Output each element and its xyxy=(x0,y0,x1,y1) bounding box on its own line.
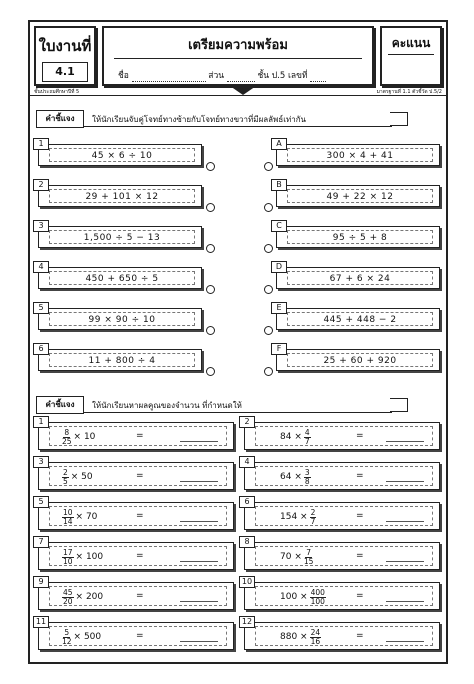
page-title: เตรียมความพร้อม xyxy=(188,38,288,53)
fraction xyxy=(62,429,72,446)
fraction xyxy=(62,549,74,566)
fraction-problem xyxy=(241,617,440,650)
problem-frame xyxy=(255,546,433,566)
fraction xyxy=(310,629,322,646)
answer-line[interactable] xyxy=(386,641,424,642)
problem-expression xyxy=(60,467,93,487)
numerator: 2 xyxy=(63,467,68,477)
item-label: 1 xyxy=(33,416,49,428)
title-divider xyxy=(114,58,362,59)
problem-expression xyxy=(60,627,101,647)
section1-instruction-text: ให้นักเรียนจับคู่โจทย์ทางซ้ายกับโจทย์ทางขวาที่มีผลลัพธ์เท่ากัน xyxy=(92,115,307,124)
fraction xyxy=(62,629,72,646)
score-divider xyxy=(388,54,434,55)
fraction xyxy=(310,509,317,526)
connect-dot[interactable] xyxy=(264,203,273,212)
connect-dot[interactable] xyxy=(264,162,273,171)
answer-line[interactable] xyxy=(180,521,218,522)
item-expression: 67 + 6 × 24 xyxy=(287,271,433,285)
numerator: 3 xyxy=(304,467,310,477)
student-fields xyxy=(118,68,326,82)
denominator: 7 xyxy=(304,436,310,446)
denominator: 5 xyxy=(63,476,68,486)
denominator: 14 xyxy=(63,516,73,526)
worksheet-id-box xyxy=(34,26,96,86)
problem-expression xyxy=(280,547,315,567)
problem-frame xyxy=(255,626,433,646)
item-label: 11 xyxy=(33,616,49,628)
problem-frame xyxy=(255,586,433,606)
match-right-item[interactable] xyxy=(276,180,440,207)
problem-frame xyxy=(49,586,227,606)
answer-line[interactable] xyxy=(180,441,218,442)
score-box xyxy=(380,26,442,86)
standard-label: มาตรฐานที่ 1.1 ตัวชี้วัด ป.5/2 xyxy=(376,89,442,95)
item-label: 6 xyxy=(33,343,49,355)
instruction-rule xyxy=(84,126,392,127)
item-expression: 49 + 22 × 12 xyxy=(287,189,433,203)
item-label: 3 xyxy=(33,456,49,468)
item-label: 4 xyxy=(33,261,49,273)
equals-sign: = xyxy=(356,551,364,561)
fraction xyxy=(304,549,314,566)
connect-dot[interactable] xyxy=(264,326,273,335)
worksheet xyxy=(28,20,448,664)
title-box xyxy=(102,26,374,86)
item-label: 8 xyxy=(239,536,255,548)
worksheet-number: 4.1 xyxy=(42,62,88,82)
instruction-rule xyxy=(84,412,392,413)
problem-expression xyxy=(60,547,103,567)
item-expression: 450 + 650 ÷ 5 xyxy=(49,271,195,285)
equals-sign: = xyxy=(356,431,364,441)
fraction-problem xyxy=(38,457,234,490)
numerator: 24 xyxy=(310,627,321,637)
whole-number: 84 × xyxy=(280,432,302,442)
problem-frame xyxy=(49,626,227,646)
fraction-problem xyxy=(38,497,234,530)
problem-expression xyxy=(60,507,97,527)
equals-sign: = xyxy=(356,471,364,481)
score-label: คะแนน xyxy=(391,36,431,50)
denominator: 100 xyxy=(310,596,325,606)
pencil-icon xyxy=(390,398,408,412)
item-label: A xyxy=(271,138,287,150)
whole-number: 880 × xyxy=(280,632,308,642)
connect-dot[interactable] xyxy=(264,367,273,376)
fraction-problem xyxy=(38,417,234,450)
item-label: 5 xyxy=(33,496,49,508)
problem-expression xyxy=(280,507,318,527)
item-label: E xyxy=(271,302,287,314)
connect-dot[interactable] xyxy=(264,285,273,294)
problem-frame xyxy=(49,426,227,446)
answer-line[interactable] xyxy=(386,521,424,522)
answer-line[interactable] xyxy=(386,601,424,602)
item-expression: 29 + 101 × 12 xyxy=(49,189,195,203)
answer-line[interactable] xyxy=(386,481,424,482)
fraction-problem xyxy=(241,577,440,610)
item-expression: 300 × 4 + 41 xyxy=(287,148,433,162)
item-label: 2 xyxy=(33,179,49,191)
match-right-item[interactable] xyxy=(276,221,440,248)
problem-frame xyxy=(255,506,433,526)
denominator: 20 xyxy=(63,596,73,606)
equals-sign: = xyxy=(136,591,144,601)
worksheet-header xyxy=(30,22,446,95)
numerator: 7 xyxy=(306,547,312,557)
fraction-problem xyxy=(244,417,440,450)
problem-frame xyxy=(49,466,227,486)
section2-instruction-text: ให้นักเรียนหาผลคูณของจำนวน ที่กำหนดให้ xyxy=(92,401,242,410)
item-label: 1 xyxy=(33,138,49,150)
item-label: 7 xyxy=(33,536,49,548)
problem-expression xyxy=(60,587,103,607)
item-label: 5 xyxy=(33,302,49,314)
answer-line[interactable] xyxy=(180,601,218,602)
fraction xyxy=(62,469,69,486)
problem-expression xyxy=(280,587,328,607)
whole-number: 154 × xyxy=(280,512,308,522)
fraction-problem xyxy=(244,457,440,490)
fraction-problem xyxy=(244,537,440,570)
fraction xyxy=(310,589,326,606)
equals-sign: = xyxy=(136,631,144,641)
connect-dot[interactable] xyxy=(206,326,215,335)
operation: × 70 xyxy=(75,512,98,522)
section2-tag: คำชี้แจง xyxy=(36,396,84,414)
whole-number: 70 × xyxy=(280,552,302,562)
operation: × 500 xyxy=(73,632,102,642)
numerator: 17 xyxy=(63,547,73,557)
problem-expression xyxy=(280,627,323,647)
problem-frame xyxy=(255,466,433,486)
number-field[interactable] xyxy=(310,72,326,82)
whole-number: 100 × xyxy=(280,592,308,602)
item-label: B xyxy=(271,179,287,191)
operation: × 100 xyxy=(75,552,104,562)
connect-dot[interactable] xyxy=(206,285,215,294)
section1-tag: คำชี้แจง xyxy=(36,110,84,128)
equals-sign: = xyxy=(136,551,144,561)
match-left-item[interactable] xyxy=(38,139,202,166)
item-label: 12 xyxy=(239,616,255,628)
connect-dot[interactable] xyxy=(206,244,215,253)
match-right-item[interactable] xyxy=(276,139,440,166)
fraction xyxy=(62,509,74,526)
denominator: 15 xyxy=(303,556,314,566)
whole-number: 64 × xyxy=(280,472,302,482)
connect-dot[interactable] xyxy=(206,203,215,212)
numerator: 2 xyxy=(310,507,316,517)
denominator: 7 xyxy=(310,516,316,526)
fraction xyxy=(304,429,311,446)
equals-sign: = xyxy=(136,511,144,521)
answer-line[interactable] xyxy=(386,561,424,562)
problem-expression xyxy=(280,467,313,487)
denominator: 10 xyxy=(63,556,73,566)
item-expression: 95 ÷ 5 + 8 xyxy=(287,230,433,244)
answer-line[interactable] xyxy=(180,641,218,642)
connect-dot[interactable] xyxy=(206,162,215,171)
class-label: ชั้น ป.5 เลขที่ xyxy=(257,71,308,81)
name-label: ชื่อ xyxy=(118,71,129,81)
match-left-item[interactable] xyxy=(38,303,202,330)
item-expression: 99 × 90 ÷ 10 xyxy=(49,312,195,326)
fraction-problem xyxy=(244,497,440,530)
denominator: 12 xyxy=(62,636,72,646)
connect-dot[interactable] xyxy=(206,367,215,376)
answer-line[interactable] xyxy=(386,441,424,442)
item-expression: 25 + 60 + 920 xyxy=(287,353,433,367)
fraction xyxy=(304,469,311,486)
item-label: D xyxy=(271,261,287,273)
match-left-item[interactable] xyxy=(38,221,202,248)
section-field[interactable] xyxy=(227,72,255,82)
denominator: 16 xyxy=(310,636,321,646)
denominator: 8 xyxy=(304,476,310,486)
fraction-problem xyxy=(38,577,234,610)
equals-sign: = xyxy=(136,431,144,441)
connect-dot[interactable] xyxy=(264,244,273,253)
item-label: C xyxy=(271,220,287,232)
problem-frame xyxy=(49,546,227,566)
item-expression: 1,500 ÷ 5 − 13 xyxy=(49,230,195,244)
pencil-icon xyxy=(390,112,408,126)
problem-frame xyxy=(49,506,227,526)
section1-instruction xyxy=(36,110,416,128)
equals-sign: = xyxy=(356,631,364,641)
down-arrow-icon xyxy=(230,86,256,95)
fraction xyxy=(62,589,74,606)
grade-label: ชั้นประถมศึกษาปีที่ 5 xyxy=(34,89,80,95)
header-divider xyxy=(30,95,446,96)
match-right-item[interactable] xyxy=(275,262,440,289)
match-right-item[interactable] xyxy=(276,344,440,371)
item-label: 3 xyxy=(33,220,49,232)
fraction-problem xyxy=(38,537,234,570)
item-label: F xyxy=(271,343,287,355)
answer-line[interactable] xyxy=(180,481,218,482)
equals-sign: = xyxy=(356,511,364,521)
match-right-item[interactable] xyxy=(276,303,440,330)
item-expression: 445 + 448 − 2 xyxy=(287,312,433,326)
problem-expression xyxy=(60,427,95,447)
numerator: 10 xyxy=(63,507,73,517)
item-label: 6 xyxy=(239,496,255,508)
answer-line[interactable] xyxy=(180,561,218,562)
problem-expression xyxy=(280,427,313,447)
section2-instruction xyxy=(36,396,416,414)
worksheet-label: ใบงานที่ xyxy=(38,37,92,55)
equals-sign: = xyxy=(136,471,144,481)
item-label: 10 xyxy=(239,576,255,588)
match-left-item[interactable] xyxy=(38,262,202,289)
operation: × 10 xyxy=(73,432,96,442)
denominator: 25 xyxy=(62,436,72,446)
match-left-item[interactable] xyxy=(38,344,202,371)
section-label: ส่วน xyxy=(208,71,225,81)
item-label: 4 xyxy=(239,456,255,468)
item-expression: 45 × 6 ÷ 10 xyxy=(49,148,195,162)
numerator: 8 xyxy=(64,427,70,437)
match-left-item[interactable] xyxy=(38,180,202,207)
operation: × 50 xyxy=(70,472,93,482)
numerator: 4 xyxy=(304,427,310,437)
numerator: 400 xyxy=(310,587,325,597)
numerator: 45 xyxy=(63,587,73,597)
numerator: 5 xyxy=(64,627,70,637)
item-label: 9 xyxy=(33,576,49,588)
item-label: 2 xyxy=(239,416,255,428)
name-field[interactable] xyxy=(132,72,206,82)
fraction-problem xyxy=(35,617,234,650)
problem-frame xyxy=(255,426,433,446)
item-expression: 11 + 800 ÷ 4 xyxy=(49,353,195,367)
operation: × 200 xyxy=(75,592,104,602)
equals-sign: = xyxy=(356,591,364,601)
